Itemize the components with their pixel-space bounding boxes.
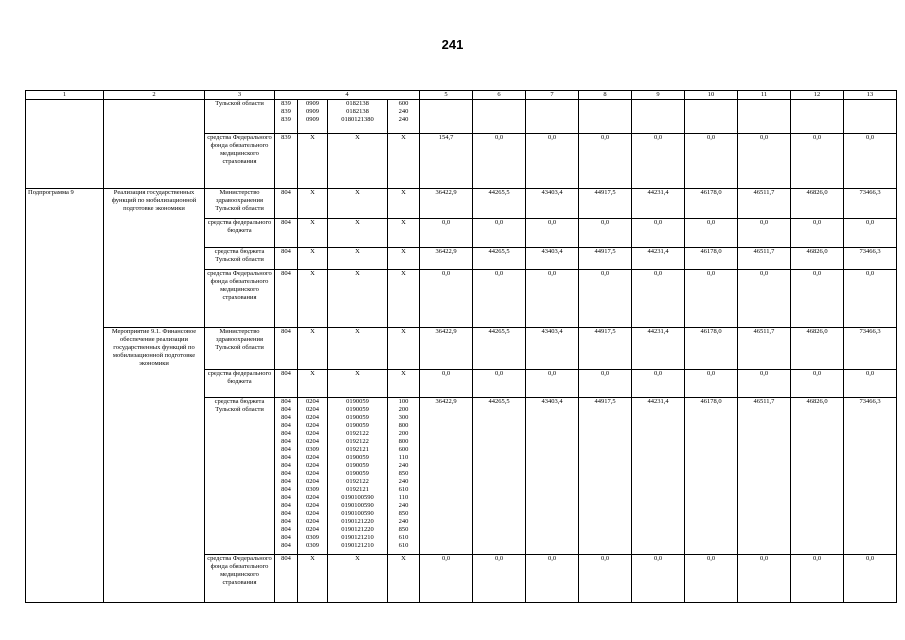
grbs-code: 804 bbox=[281, 486, 291, 493]
rz-code: 0204 bbox=[306, 454, 319, 461]
vr-cell bbox=[388, 248, 420, 270]
vr-code: 610 bbox=[398, 542, 409, 549]
grbs-code: 804 bbox=[281, 462, 291, 469]
grbs-cell bbox=[275, 555, 298, 603]
vr-code: 240 bbox=[398, 478, 409, 485]
grbs-code: 804 bbox=[281, 502, 291, 509]
csr-code: 0190121210 bbox=[341, 542, 374, 549]
rz-code: X bbox=[310, 219, 315, 226]
rz-cell bbox=[298, 555, 328, 603]
funding-source-cell: средства Федерального фонда обязательного медицинского страхования bbox=[205, 555, 275, 603]
grbs-code: 804 bbox=[281, 328, 291, 335]
value-cell: 36422,9 bbox=[420, 189, 473, 219]
grbs-cell bbox=[275, 219, 298, 248]
csr-code: 0190100590 bbox=[341, 510, 374, 517]
program-cell: Подпрограмма 9 bbox=[26, 189, 104, 603]
rz-cell bbox=[298, 328, 328, 370]
value-cell: 0,0 bbox=[844, 555, 897, 603]
value-cell: 0,0 bbox=[632, 370, 685, 398]
value-cell: 0,0 bbox=[844, 219, 897, 248]
rz-code: X bbox=[310, 248, 315, 255]
col-header-6: 6 bbox=[473, 91, 526, 100]
value-cell: 44231,4 bbox=[632, 328, 685, 370]
value-cell: 46511,7 bbox=[738, 328, 791, 370]
csr-code: X bbox=[355, 555, 360, 562]
vr-code: 850 bbox=[398, 526, 409, 533]
grbs-code: 839 bbox=[281, 134, 291, 141]
col-header-11: 11 bbox=[738, 91, 791, 100]
vr-code: 100 bbox=[398, 398, 409, 405]
rz-code: 0204 bbox=[306, 398, 319, 405]
csr-code: 0190121220 bbox=[341, 518, 374, 525]
value-cell: 0,0 bbox=[791, 370, 844, 398]
value-cell: 43403,4 bbox=[526, 398, 579, 555]
table-row bbox=[26, 328, 897, 370]
vr-cell bbox=[388, 219, 420, 248]
csr-code: 0190059 bbox=[346, 462, 369, 469]
value-cell: 44231,4 bbox=[632, 248, 685, 270]
grbs-code: 804 bbox=[281, 542, 291, 549]
value-cell: 73466,3 bbox=[844, 398, 897, 555]
value-cell: 0,0 bbox=[685, 134, 738, 189]
grbs-code: 804 bbox=[281, 219, 291, 226]
value-cell: 44265,5 bbox=[473, 248, 526, 270]
vr-code: 240 bbox=[398, 518, 409, 525]
value-cell: 46511,7 bbox=[738, 189, 791, 219]
rz-code: 0204 bbox=[306, 502, 319, 509]
value-cell: 0,0 bbox=[579, 219, 632, 248]
csr-cell bbox=[328, 134, 388, 189]
value-cell: 73466,3 bbox=[844, 328, 897, 370]
value-cell: 0,0 bbox=[420, 555, 473, 603]
value-cell: 0,0 bbox=[526, 134, 579, 189]
value-cell: 0,0 bbox=[791, 219, 844, 248]
value-cell: 0,0 bbox=[473, 134, 526, 189]
vr-code: 240 bbox=[398, 502, 409, 509]
grbs-code: 804 bbox=[281, 446, 291, 453]
rz-code: X bbox=[310, 134, 315, 141]
value-cell: 0,0 bbox=[738, 219, 791, 248]
csr-code: 0192122 bbox=[346, 438, 369, 445]
rz-cell bbox=[298, 248, 328, 270]
value-cell: 0,0 bbox=[844, 134, 897, 189]
value-cell: 36422,9 bbox=[420, 328, 473, 370]
vr-code: X bbox=[401, 189, 406, 196]
rz-code: 0309 bbox=[306, 542, 319, 549]
value-cell: 0,0 bbox=[791, 134, 844, 189]
grbs-code: 839 bbox=[281, 100, 291, 107]
vr-cell bbox=[388, 328, 420, 370]
col-header-7: 7 bbox=[526, 91, 579, 100]
grbs-cell bbox=[275, 270, 298, 328]
vr-code: 200 bbox=[398, 430, 409, 437]
value-cell: 44265,5 bbox=[473, 328, 526, 370]
grbs-cell bbox=[275, 189, 298, 219]
vr-code: X bbox=[401, 270, 406, 277]
value-cell: 0,0 bbox=[473, 219, 526, 248]
vr-cell bbox=[388, 398, 420, 555]
rz-code: 0204 bbox=[306, 526, 319, 533]
vr-code: X bbox=[401, 134, 406, 141]
activity-cell: Мероприятие 9.1. Финансовое обеспечение реализации государственных функций по мобилизационной подготовке экономики bbox=[104, 328, 205, 603]
value-cell: 44265,5 bbox=[473, 398, 526, 555]
rz-code: 0909 bbox=[306, 108, 319, 115]
value-cell: 0,0 bbox=[632, 134, 685, 189]
vr-code: X bbox=[401, 370, 406, 377]
vr-code: 300 bbox=[398, 414, 409, 421]
rz-code: X bbox=[310, 370, 315, 377]
vr-code: 600 bbox=[398, 100, 409, 107]
header-row bbox=[26, 91, 897, 100]
csr-cell bbox=[328, 270, 388, 328]
csr-code: 0190100590 bbox=[341, 494, 374, 501]
value-cell: 46178,0 bbox=[685, 328, 738, 370]
grbs-code: 804 bbox=[281, 438, 291, 445]
value-cell bbox=[420, 100, 473, 134]
funding-source-cell: средства бюджета Тульской области bbox=[205, 398, 275, 555]
value-cell: 44917,5 bbox=[579, 398, 632, 555]
value-cell: 0,0 bbox=[526, 555, 579, 603]
value-cell: 36422,9 bbox=[420, 248, 473, 270]
grbs-code: 804 bbox=[281, 555, 291, 562]
vr-code: X bbox=[401, 328, 406, 335]
value-cell: 0,0 bbox=[473, 555, 526, 603]
value-cell: 0,0 bbox=[579, 555, 632, 603]
csr-code: 0190059 bbox=[346, 406, 369, 413]
rz-code: 0204 bbox=[306, 438, 319, 445]
value-cell: 0,0 bbox=[738, 555, 791, 603]
value-cell bbox=[844, 100, 897, 134]
rz-code: 0204 bbox=[306, 510, 319, 517]
budget-table bbox=[25, 90, 897, 603]
value-cell: 0,0 bbox=[685, 219, 738, 248]
csr-code: 0190059 bbox=[346, 454, 369, 461]
value-cell: 0,0 bbox=[738, 134, 791, 189]
rz-code: 0204 bbox=[306, 518, 319, 525]
csr-code: X bbox=[355, 328, 360, 335]
grbs-code: 804 bbox=[281, 518, 291, 525]
col-header-8: 8 bbox=[579, 91, 632, 100]
value-cell: 43403,4 bbox=[526, 248, 579, 270]
grbs-code: 804 bbox=[281, 470, 291, 477]
rz-code: 0204 bbox=[306, 422, 319, 429]
grbs-code: 804 bbox=[281, 510, 291, 517]
rz-cell bbox=[298, 134, 328, 189]
value-cell: 0,0 bbox=[632, 555, 685, 603]
activity-cell bbox=[104, 100, 205, 189]
grbs-cell bbox=[275, 370, 298, 398]
csr-cell bbox=[328, 219, 388, 248]
value-cell bbox=[685, 100, 738, 134]
csr-code: 0190121210 bbox=[341, 534, 374, 541]
value-cell: 46826,0 bbox=[791, 189, 844, 219]
value-cell: 43403,4 bbox=[526, 328, 579, 370]
value-cell: 0,0 bbox=[420, 270, 473, 328]
rz-code: 0909 bbox=[306, 100, 319, 107]
value-cell bbox=[632, 100, 685, 134]
page-number: 241 bbox=[441, 37, 464, 52]
col-header-4: 4 bbox=[275, 91, 420, 100]
funding-source-cell: средства Федерального фонда обязательного медицинского страхования bbox=[205, 270, 275, 328]
value-cell: 46178,0 bbox=[685, 398, 738, 555]
grbs-cell bbox=[275, 248, 298, 270]
grbs-code: 804 bbox=[281, 478, 291, 485]
grbs-code: 804 bbox=[281, 189, 291, 196]
grbs-cell bbox=[275, 134, 298, 189]
grbs-code: 804 bbox=[281, 454, 291, 461]
vr-code: 240 bbox=[398, 108, 409, 115]
rz-code: 0204 bbox=[306, 414, 319, 421]
value-cell: 154,7 bbox=[420, 134, 473, 189]
csr-code: X bbox=[355, 370, 360, 377]
rz-code: 0204 bbox=[306, 406, 319, 413]
table-row bbox=[26, 100, 897, 134]
value-cell: 0,0 bbox=[632, 270, 685, 328]
value-cell: 0,0 bbox=[738, 270, 791, 328]
value-cell: 0,0 bbox=[791, 555, 844, 603]
value-cell: 0,0 bbox=[579, 370, 632, 398]
value-cell: 0,0 bbox=[526, 370, 579, 398]
value-cell: 0,0 bbox=[473, 370, 526, 398]
csr-code: 0190121220 bbox=[341, 526, 374, 533]
table-row bbox=[26, 189, 897, 219]
col-header-13: 13 bbox=[844, 91, 897, 100]
csr-code: 0192122 bbox=[346, 430, 369, 437]
vr-code: 800 bbox=[398, 422, 409, 429]
csr-code: 0190059 bbox=[346, 398, 369, 405]
vr-cell bbox=[388, 370, 420, 398]
csr-code: 0182138 bbox=[346, 108, 369, 115]
value-cell: 46178,0 bbox=[685, 248, 738, 270]
value-cell bbox=[791, 100, 844, 134]
rz-code: 0309 bbox=[306, 486, 319, 493]
value-cell: 0,0 bbox=[579, 270, 632, 328]
col-header-5: 5 bbox=[420, 91, 473, 100]
vr-code: 240 bbox=[398, 462, 409, 469]
value-cell: 0,0 bbox=[685, 270, 738, 328]
grbs-code: 804 bbox=[281, 526, 291, 533]
value-cell: 0,0 bbox=[844, 270, 897, 328]
csr-cell bbox=[328, 328, 388, 370]
program-cell bbox=[26, 100, 104, 189]
value-cell: 43403,4 bbox=[526, 189, 579, 219]
rz-code: X bbox=[310, 328, 315, 335]
rz-cell bbox=[298, 100, 328, 134]
csr-cell bbox=[328, 398, 388, 555]
col-header-12: 12 bbox=[791, 91, 844, 100]
csr-code: X bbox=[355, 189, 360, 196]
grbs-code: 804 bbox=[281, 270, 291, 277]
csr-code: 0192121 bbox=[346, 486, 369, 493]
value-cell: 0,0 bbox=[526, 270, 579, 328]
vr-cell bbox=[388, 555, 420, 603]
value-cell bbox=[473, 100, 526, 134]
rz-cell bbox=[298, 398, 328, 555]
value-cell: 46826,0 bbox=[791, 398, 844, 555]
grbs-code: 804 bbox=[281, 370, 291, 377]
value-cell: 0,0 bbox=[844, 370, 897, 398]
vr-code: 600 bbox=[398, 446, 409, 453]
csr-code: X bbox=[355, 270, 360, 277]
grbs-cell bbox=[275, 328, 298, 370]
grbs-code: 839 bbox=[281, 116, 291, 123]
csr-cell bbox=[328, 370, 388, 398]
value-cell: 46178,0 bbox=[685, 189, 738, 219]
funding-source-cell: средства бюджета Тульской области bbox=[205, 248, 275, 270]
rz-cell bbox=[298, 370, 328, 398]
value-cell: 0,0 bbox=[685, 555, 738, 603]
vr-code: 850 bbox=[398, 510, 409, 517]
rz-cell bbox=[298, 219, 328, 248]
rz-code: 0204 bbox=[306, 430, 319, 437]
grbs-code: 804 bbox=[281, 422, 291, 429]
rz-code: 0909 bbox=[306, 116, 319, 123]
vr-code: 610 bbox=[398, 486, 409, 493]
grbs-code: 804 bbox=[281, 406, 291, 413]
grbs-code: 839 bbox=[281, 108, 291, 115]
grbs-code: 804 bbox=[281, 534, 291, 541]
rz-cell bbox=[298, 270, 328, 328]
csr-cell bbox=[328, 248, 388, 270]
rz-code: 0204 bbox=[306, 462, 319, 469]
rz-code: 0309 bbox=[306, 534, 319, 541]
value-cell: 73466,3 bbox=[844, 248, 897, 270]
value-cell: 0,0 bbox=[473, 270, 526, 328]
vr-code: 110 bbox=[398, 454, 409, 461]
csr-code: 0190059 bbox=[346, 470, 369, 477]
col-header-2: 2 bbox=[104, 91, 205, 100]
grbs-code: 804 bbox=[281, 398, 291, 405]
vr-code: 800 bbox=[398, 438, 409, 445]
vr-code: X bbox=[401, 248, 406, 255]
vr-code: X bbox=[401, 219, 406, 226]
csr-code: X bbox=[355, 134, 360, 141]
funding-source-cell: Министерство здравоохранения Тульской области bbox=[205, 328, 275, 370]
value-cell: 44265,5 bbox=[473, 189, 526, 219]
csr-cell bbox=[328, 100, 388, 134]
grbs-code: 804 bbox=[281, 430, 291, 437]
csr-code: 0192122 bbox=[346, 478, 369, 485]
value-cell: 0,0 bbox=[526, 219, 579, 248]
rz-code: 0204 bbox=[306, 494, 319, 501]
rz-code: X bbox=[310, 270, 315, 277]
csr-code: 0190100590 bbox=[341, 502, 374, 509]
csr-code: X bbox=[355, 248, 360, 255]
vr-code: 200 bbox=[398, 406, 409, 413]
rz-code: X bbox=[310, 555, 315, 562]
vr-code: 110 bbox=[398, 494, 409, 501]
value-cell: 73466,3 bbox=[844, 189, 897, 219]
grbs-code: 804 bbox=[281, 248, 291, 255]
value-cell: 46826,0 bbox=[791, 248, 844, 270]
col-header-1: 1 bbox=[26, 91, 104, 100]
funding-source-cell: Тульской области bbox=[205, 100, 275, 134]
value-cell: 46511,7 bbox=[738, 248, 791, 270]
value-cell: 0,0 bbox=[738, 370, 791, 398]
vr-code: X bbox=[401, 555, 406, 562]
activity-cell: Реализация государственных функций по мобилизационной подготовке экономики bbox=[104, 189, 205, 328]
funding-source-cell: средства федерального бюджета bbox=[205, 370, 275, 398]
value-cell: 44917,5 bbox=[579, 248, 632, 270]
csr-code: X bbox=[355, 219, 360, 226]
value-cell bbox=[738, 100, 791, 134]
csr-code: 0192121 bbox=[346, 446, 369, 453]
grbs-cell bbox=[275, 398, 298, 555]
value-cell: 44917,5 bbox=[579, 189, 632, 219]
csr-code: 0182138 bbox=[346, 100, 369, 107]
vr-code: 850 bbox=[398, 470, 409, 477]
vr-cell bbox=[388, 189, 420, 219]
value-cell bbox=[526, 100, 579, 134]
value-cell: 46826,0 bbox=[791, 328, 844, 370]
csr-cell bbox=[328, 555, 388, 603]
value-cell: 0,0 bbox=[791, 270, 844, 328]
csr-code: 0180121380 bbox=[341, 116, 374, 123]
vr-cell bbox=[388, 270, 420, 328]
rz-cell bbox=[298, 189, 328, 219]
funding-source-cell: Министерство здравоохранения Тульской области bbox=[205, 189, 275, 219]
csr-code: 0190059 bbox=[346, 414, 369, 421]
value-cell: 0,0 bbox=[579, 134, 632, 189]
value-cell: 44917,5 bbox=[579, 328, 632, 370]
rz-code: 0204 bbox=[306, 478, 319, 485]
grbs-code: 804 bbox=[281, 494, 291, 501]
col-header-3: 3 bbox=[205, 91, 275, 100]
csr-cell bbox=[328, 189, 388, 219]
value-cell: 0,0 bbox=[632, 219, 685, 248]
col-header-9: 9 bbox=[632, 91, 685, 100]
value-cell: 0,0 bbox=[685, 370, 738, 398]
funding-source-cell: средства федерального бюджета bbox=[205, 219, 275, 248]
value-cell: 0,0 bbox=[420, 370, 473, 398]
value-cell: 46511,7 bbox=[738, 398, 791, 555]
rz-code: X bbox=[310, 189, 315, 196]
value-cell: 44231,4 bbox=[632, 189, 685, 219]
col-header-10: 10 bbox=[685, 91, 738, 100]
vr-code: 240 bbox=[398, 116, 409, 123]
value-cell bbox=[579, 100, 632, 134]
csr-code: 0190059 bbox=[346, 422, 369, 429]
grbs-code: 804 bbox=[281, 414, 291, 421]
rz-code: 0309 bbox=[306, 446, 319, 453]
grbs-cell bbox=[275, 100, 298, 134]
value-cell: 44231,4 bbox=[632, 398, 685, 555]
vr-cell bbox=[388, 134, 420, 189]
rz-code: 0204 bbox=[306, 470, 319, 477]
value-cell: 0,0 bbox=[420, 219, 473, 248]
value-cell: 36422,9 bbox=[420, 398, 473, 555]
vr-code: 610 bbox=[398, 534, 409, 541]
vr-cell bbox=[388, 100, 420, 134]
funding-source-cell: средства Федерального фонда обязательного медицинского страхования bbox=[205, 134, 275, 189]
